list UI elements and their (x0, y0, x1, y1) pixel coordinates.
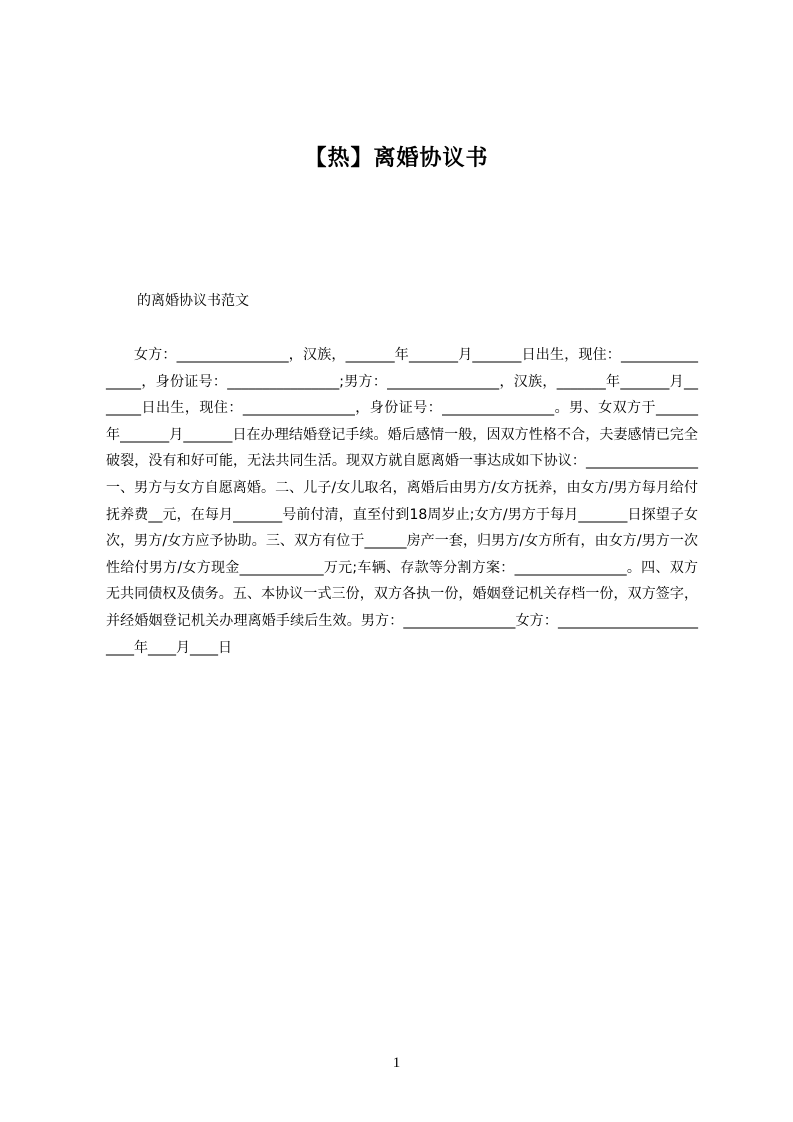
page-number: 1 (392, 1055, 401, 1071)
document-title: 【热】离婚协议书 (304, 146, 489, 171)
agreement-body-text: 女方：________________，汉族，_______年_______月_______日出生，现住：________________，身份证号：________________;男方：________________，汉族，_______年_______月_______日出生，现住：________________，身份证号：________________。男、女双方于______年_______月_______日在办理结婚登记手续。婚后感情一般，因双方性格不合，夫妻感情已完全破裂，没有和好可能，无法共同生活。现双方就自愿离婚一事达成如下协议：________________一、男方与女方自愿离婚。二、儿子/女儿取名，离婚后由男方/女方抚养，由女方/男方每月给付抚养费__元，在每月_______号前付清，直至付到18周岁止;女方/男方于每月_______日探望子女次，男方/女方应予协助。三、双方有位于______房产一套，归男方/女方所有，由女方/男方一次性给付男方/女方现金____________万元;车辆、存款等分割方案：________________。四、双方无共同债权及债务。五、本协议一式三份，双方各执一份，婚姻登记机关存档一份，双方签字，并经婚姻登记机关办理离婚手续后生效。男方：________________女方：________________________年____月____日 (106, 347, 698, 656)
document-subtitle: 的离婚协议书范文 (137, 293, 249, 309)
